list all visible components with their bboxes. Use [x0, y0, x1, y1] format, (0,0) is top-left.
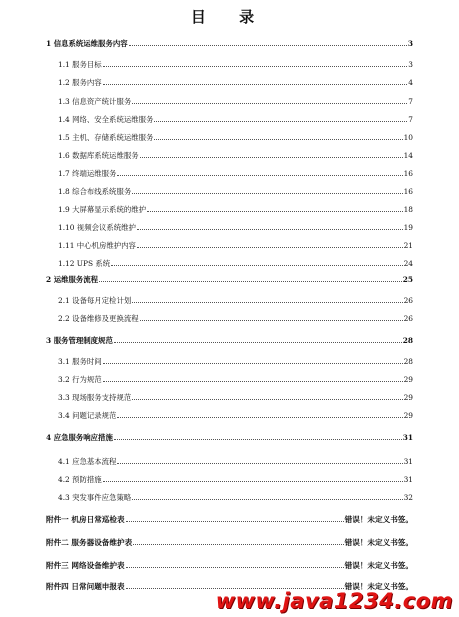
toc-entry-label: 1.11 中心机房维护内容 — [58, 241, 136, 250]
toc-entry-1-12[interactable] — [0, 258, 459, 270]
toc-entry-label: 3 服务管理制度规范 — [46, 336, 113, 345]
dot-leader — [117, 456, 402, 464]
toc-entry-label: 4.3 突发事件应急策略 — [58, 493, 132, 502]
dot-leader — [117, 168, 402, 176]
dot-leader — [154, 114, 407, 122]
dot-leader — [103, 374, 403, 382]
toc-entry-2-1[interactable] — [0, 295, 459, 307]
dot-leader — [133, 537, 343, 545]
toc-entry-label: 附件三 网络设备维护表 — [46, 561, 125, 570]
toc-entry-label: 4 应急服务响应措施 — [46, 433, 113, 442]
toc-entry-page: 25 — [402, 275, 413, 284]
dot-leader — [140, 150, 403, 158]
dot-leader — [103, 59, 408, 67]
toc-title: 目 录 — [190, 8, 269, 26]
dot-leader — [137, 222, 403, 230]
toc-entry-page: 18 — [403, 205, 413, 214]
toc-entry-page: 29 — [403, 393, 413, 402]
toc-entry-section-3[interactable] — [0, 335, 459, 347]
toc-entry-label: 附件四 日常问题申报表 — [46, 582, 125, 591]
toc-entry-page: 错误！未定义书签。 — [344, 538, 413, 547]
toc-entry-page: 31 — [403, 475, 413, 484]
toc-entry-1-2[interactable] — [0, 77, 459, 89]
dot-leader — [103, 77, 408, 85]
toc-entry-label: 2.2 设备维修及更换流程 — [58, 314, 139, 323]
dot-leader — [103, 474, 403, 482]
toc-entry-page: 3 — [408, 60, 413, 69]
toc-entry-label: 1.2 服务内容 — [58, 78, 102, 87]
dot-leader — [99, 274, 402, 282]
toc-entry-label: 1.6 数据库系统运维服务 — [58, 151, 139, 160]
toc-entry-label: 1.8 综合布线系统服务 — [58, 187, 132, 196]
toc-entry-section-4[interactable] — [0, 432, 459, 444]
dot-leader — [114, 432, 402, 440]
toc-entry-label: 3.3 现场服务支持规范 — [58, 393, 132, 402]
toc-entry-page: 19 — [403, 223, 413, 232]
toc-entry-page: 3 — [407, 39, 413, 48]
toc-entry-1-11[interactable] — [0, 240, 459, 252]
toc-entry-appendix-2[interactable] — [0, 537, 459, 549]
toc-entry-page: 10 — [403, 133, 413, 142]
dot-leader — [103, 356, 403, 364]
toc-entry-1-6[interactable] — [0, 150, 459, 162]
toc-entry-page: 错误！未定义书签。 — [344, 582, 413, 591]
toc-entry-page: 28 — [403, 357, 413, 366]
toc-entry-page: 错误！未定义书签。 — [344, 515, 413, 524]
toc-entry-label: 1.5 主机、存储系统运维服务 — [58, 133, 154, 142]
toc-entry-1-9[interactable] — [0, 204, 459, 216]
toc-entry-label: 1.3 信息资产统计服务 — [58, 97, 132, 106]
dot-leader — [140, 313, 403, 321]
toc-entry-page: 14 — [403, 151, 413, 160]
toc-entry-label: 1.1 服务目标 — [58, 60, 102, 69]
dot-leader — [132, 96, 407, 104]
toc-entry-label: 3.4 问题记录规范 — [58, 411, 117, 420]
toc-entry-page: 错误！未定义书签。 — [344, 561, 413, 570]
toc-entry-page: 28 — [402, 336, 413, 345]
toc-entry-page: 31 — [402, 433, 413, 442]
toc-entry-appendix-1[interactable] — [0, 514, 459, 526]
toc-entry-label: 4.2 预防措施 — [58, 475, 102, 484]
toc-entry-1-1[interactable] — [0, 59, 459, 71]
dot-leader — [126, 514, 344, 522]
toc-entry-page: 7 — [408, 97, 413, 106]
toc-entry-label: 1.12 UPS 系统 — [58, 259, 111, 268]
toc-entry-label: 3.1 服务时间 — [58, 357, 102, 366]
toc-entry-label: 1.10 视频会议系统维护 — [58, 223, 136, 232]
toc-entry-label: 2 运维服务流程 — [46, 275, 99, 284]
toc-entry-label: 附件二 服务器设备维护表 — [46, 538, 133, 547]
toc-entry-page: 32 — [403, 493, 413, 502]
toc-entry-page: 4 — [408, 78, 413, 87]
dot-leader — [132, 392, 402, 400]
toc-entry-1-10[interactable] — [0, 222, 459, 234]
toc-entry-label: 1.4 网络、安全系统运维服务 — [58, 115, 154, 124]
toc-entry-page: 24 — [403, 259, 413, 268]
toc-entry-1-4[interactable] — [0, 114, 459, 126]
dot-leader — [154, 132, 402, 140]
toc-entry-label: 2.1 设备每月定检计划 — [58, 296, 132, 305]
toc-entry-4-3[interactable] — [0, 492, 459, 504]
dot-leader — [111, 258, 402, 266]
dot-leader — [126, 581, 344, 589]
toc-entry-1-7[interactable] — [0, 168, 459, 180]
toc-entry-3-4[interactable] — [0, 410, 459, 422]
toc-entry-2-2[interactable] — [0, 313, 459, 325]
toc-entry-4-1[interactable] — [0, 456, 459, 468]
toc-entry-4-2[interactable] — [0, 474, 459, 486]
toc-entry-label: 附件一 机房日常巡检表 — [46, 515, 125, 524]
toc-entry-3-3[interactable] — [0, 392, 459, 404]
dot-leader — [129, 38, 407, 46]
toc-entry-page: 16 — [403, 187, 413, 196]
toc-entry-page: 21 — [403, 241, 413, 250]
toc-entry-page: 7 — [408, 115, 413, 124]
toc-entry-page: 31 — [403, 457, 413, 466]
toc-entry-label: 4.1 应急基本流程 — [58, 457, 117, 466]
toc-entry-label: 1.7 终端运维服务 — [58, 169, 117, 178]
toc-entry-3-2[interactable] — [0, 374, 459, 386]
toc-entry-1-3[interactable] — [0, 96, 459, 108]
toc-entry-label: 3.2 行为规范 — [58, 375, 102, 384]
dot-leader — [132, 295, 402, 303]
dot-leader — [132, 186, 402, 194]
toc-entry-page: 16 — [403, 169, 413, 178]
dot-leader — [126, 560, 344, 568]
toc-entry-appendix-3[interactable] — [0, 560, 459, 572]
toc-entry-section-1[interactable] — [0, 38, 459, 50]
toc-entry-page: 29 — [403, 411, 413, 420]
toc-entry-page: 29 — [403, 375, 413, 384]
toc-entry-page: 26 — [403, 296, 413, 305]
toc-entry-page: 26 — [403, 314, 413, 323]
toc-entry-section-2[interactable] — [0, 274, 459, 286]
toc-entry-label: 1.9 大屏幕显示系统的维护 — [58, 205, 147, 214]
dot-leader — [137, 240, 403, 248]
toc-entry-1-5[interactable] — [0, 132, 459, 144]
dot-leader — [147, 204, 403, 212]
dot-leader — [114, 335, 402, 343]
dot-leader — [117, 410, 402, 418]
toc-entry-label: 1 信息系统运维服务内容 — [46, 39, 128, 48]
toc-entry-1-8[interactable] — [0, 186, 459, 198]
dot-leader — [132, 492, 402, 500]
toc-entry-3-1[interactable] — [0, 356, 459, 368]
watermark: www.java1234.com — [215, 589, 453, 613]
